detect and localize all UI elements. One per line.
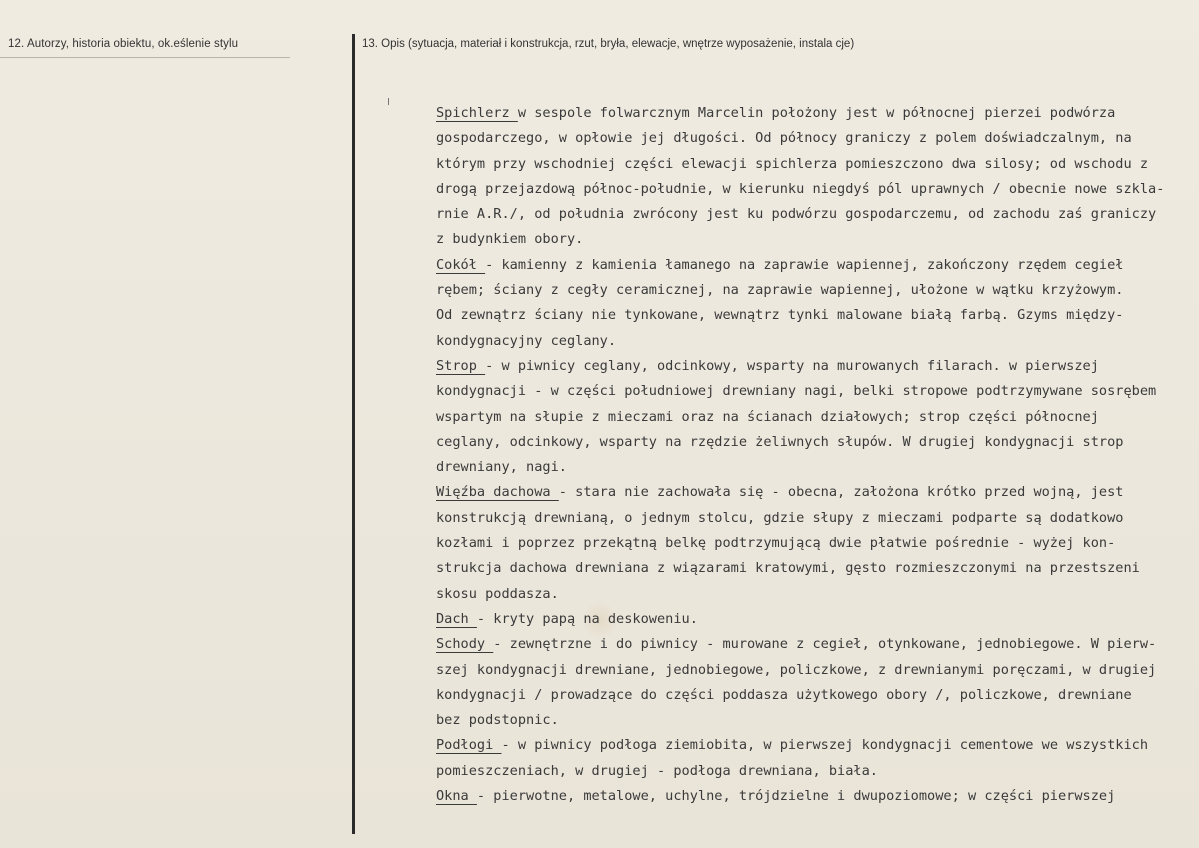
text-line <box>436 632 1181 657</box>
line-text: ceglany, odcinkowy, wsparty na rzędzie żeliwnych słupów. W drugiej kondygnacji strop <box>436 433 1124 450</box>
line-text: bez podstopnic. <box>436 712 559 729</box>
text-line <box>436 733 1181 758</box>
line-text: - kamienny z kamienia łamanego na zaprawie wapiennej, zakończony rzędem cegieł <box>485 256 1124 273</box>
text-line <box>436 480 1181 505</box>
text-line <box>436 455 1181 480</box>
section-term: Spichlerz <box>436 105 518 121</box>
text-line <box>436 683 1181 708</box>
line-text: drogą przejazdową północ-południe, w kierunku niegdyś pól uprawnych / obecnie nowe szkla- <box>436 180 1165 197</box>
line-text: skosu poddasza. <box>436 585 559 602</box>
text-line <box>436 506 1181 531</box>
line-text: strukcja dachowa drewniana z wiązarami kratowymi, gęsto rozmieszczonymi na przestszeni <box>436 560 1140 577</box>
line-text: - zewnętrzne i do piwnicy - murowane z cegieł, otynkowane, jednobiegowe. W pierw- <box>493 636 1157 653</box>
section-term: Dach <box>436 610 477 627</box>
line-text: rnie A.R./, od południa zwrócony jest ku podwórzu gospodarczemu, od zachodu zaś graniczy <box>436 206 1157 223</box>
line-text: kondygnacyjny ceglany. <box>436 332 617 349</box>
text-line <box>436 531 1181 556</box>
text-line <box>436 278 1181 303</box>
section-term: Cokół <box>436 256 486 273</box>
line-text: kondygnacji / prowadzące do części poddasza użytkowego obory /, policzkowe, drewniane <box>436 686 1132 703</box>
line-text: Od zewnątrz ściany nie tynkowane, wewnątrz tynki malowane białą farbą. Gzyms między- <box>436 307 1124 324</box>
text-line <box>436 379 1181 404</box>
text-line <box>436 582 1181 607</box>
line-text: - stara nie zachowała się - obecna, założona krótko przed wojną, jest <box>558 484 1124 501</box>
section-term: Więźba dachowa <box>436 484 559 501</box>
text-line <box>436 202 1181 227</box>
text-line <box>436 227 1181 252</box>
description-text <box>436 101 1181 809</box>
text-line <box>436 430 1181 455</box>
line-text: - w piwnicy ceglany, odcinkowy, wsparty na murowanych filarach. w pierwszej <box>485 357 1099 374</box>
line-text: szej kondygnacji drewniane, jednobiegowe, policzkowe, z drewnianymi poręczami, w drugiej <box>436 661 1157 678</box>
column-divider <box>352 34 355 834</box>
line-text: którym przy wschodniej części elewacji spichlerza pomieszczono dwa silosy; od wschodu z <box>436 155 1149 172</box>
line-text: - w piwnicy podłoga ziemiobita, w pierwszej kondygnacji cementowe we wszystkich <box>501 737 1149 754</box>
line-text: z budynkiem obory. <box>436 231 584 248</box>
line-text: pomieszczeniach, w drugiej - podłoga drewniana, biała. <box>436 762 878 779</box>
text-line <box>436 101 1181 126</box>
text-line <box>436 607 1181 632</box>
line-text: - pierwotne, metalowe, uchylne, trójdzielne i dwupoziomowe; w części pierwszej <box>476 788 1116 805</box>
text-line <box>436 303 1181 328</box>
line-text: kondygnacji - w części południowej drewniany nagi, belki stropowe podtrzymywane sosrębem <box>436 383 1157 400</box>
section-term: Schody <box>436 636 494 653</box>
text-line <box>436 405 1181 430</box>
line-text: drewniany, nagi. <box>436 459 567 476</box>
line-text: w sespole folwarcznym Marcelin położony jest w północnej pierzei podwórza <box>517 105 1116 121</box>
line-text: konstrukcją drewnianą, o jednym stolcu, gdzie słupy z mieczami podparte są dodatkowo <box>436 509 1124 526</box>
header-rule <box>0 57 290 58</box>
line-text: gospodarczego, w opłowie jej długości. Od północy graniczy z polem doświadczalnym, na <box>436 130 1132 147</box>
line-text: wspartym na słupie z mieczami oraz na ścianach działowych; strop części północnej <box>436 408 1099 425</box>
text-line <box>436 177 1181 202</box>
text-line <box>436 329 1181 354</box>
text-line <box>436 784 1181 809</box>
line-text: kozłami i poprzez przekątną belkę podtrzymującą dwie płatwie pośrednie - wyżej kon- <box>436 535 1116 552</box>
line-text: rębem; ściany z cegły ceramicznej, na zaprawie wapiennej, ułożone w wątku krzyżowym. <box>436 282 1124 299</box>
text-line <box>436 152 1181 177</box>
text-line <box>436 708 1181 733</box>
text-line <box>436 759 1181 784</box>
text-line <box>436 253 1181 278</box>
section-term: Podłogi <box>436 737 502 754</box>
text-line <box>436 658 1181 683</box>
section-term: Strop <box>436 357 486 374</box>
text-line <box>436 556 1181 581</box>
text-line <box>436 354 1181 379</box>
stray-mark <box>388 98 389 105</box>
text-line <box>436 126 1181 151</box>
line-text: - kryty papą na deskoweniu. <box>476 610 698 627</box>
section-term: Okna <box>436 788 477 805</box>
section-13-heading: 13. Opis (sytuacja, materiał i konstrukcja, rzut, bryła, elewacje, wnętrze wyposażenie, instala cje) <box>362 38 855 50</box>
section-12-heading: 12. Autorzy, historia obiektu, ok.eślenie stylu <box>8 38 239 50</box>
